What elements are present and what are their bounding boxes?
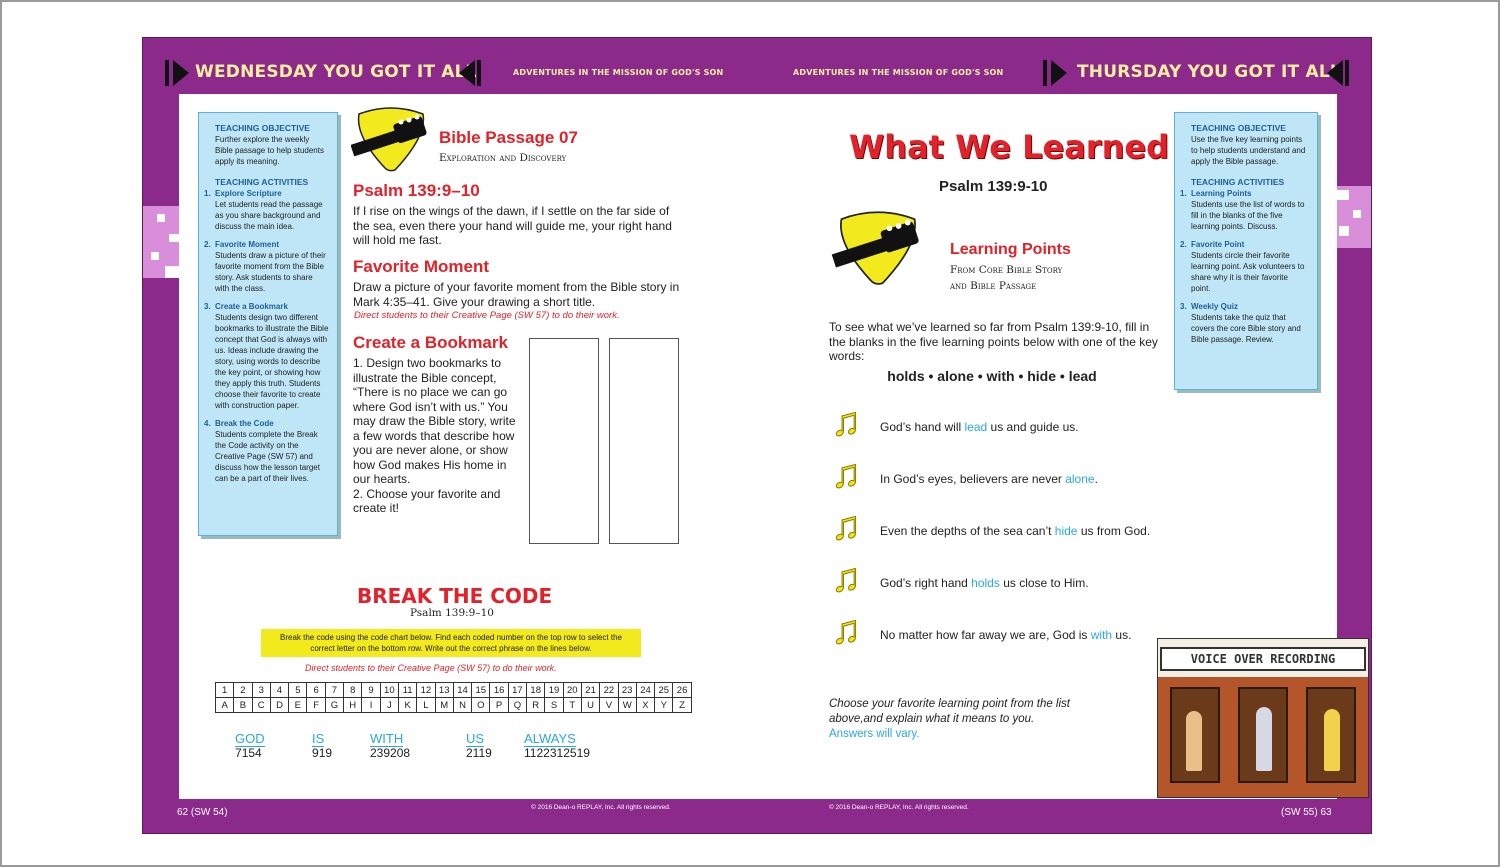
- pixel-block: [1339, 226, 1349, 236]
- code-number-cell: 16: [490, 683, 508, 698]
- play-arrow-icon: [459, 60, 475, 86]
- activity-title: Favorite Moment: [215, 240, 280, 249]
- code-letter-cell: L: [417, 698, 435, 713]
- code-number-cell: 1: [216, 683, 234, 698]
- code-letter-cell: H: [344, 698, 362, 713]
- header-bar: [1043, 60, 1047, 86]
- left-teaching-sidebar: [198, 112, 338, 536]
- activity-item: [1180, 301, 1309, 345]
- left-header-series: ADVENTURES IN THE MISSION OF GOD'S SON: [513, 68, 724, 77]
- code-number-cell: 18: [527, 683, 545, 698]
- music-note-icon: ♫: [831, 556, 861, 600]
- answer-letter: G: [235, 731, 246, 746]
- answer-number: 23: [543, 746, 557, 760]
- code-letter-cell: E: [289, 698, 307, 713]
- activity-item: [1180, 188, 1309, 232]
- answer-word: [312, 731, 332, 760]
- answer-word: [524, 731, 590, 760]
- activity-number: 2.: [1180, 240, 1187, 249]
- recording-illustration: [1157, 638, 1369, 798]
- header-bar: [1345, 60, 1349, 86]
- code-number-cell: 14: [453, 683, 471, 698]
- music-note-icon: ♫: [831, 400, 861, 444]
- answer-word: [466, 731, 492, 760]
- person-3: [1324, 709, 1340, 771]
- answer-letter: H: [393, 731, 404, 746]
- code-letter-cell: T: [563, 698, 581, 713]
- learning-point-answer: lead: [964, 420, 988, 434]
- person-1: [1186, 711, 1202, 771]
- code-number-cell: 26: [673, 683, 691, 698]
- code-letter-cell: N: [453, 698, 471, 713]
- bookmark-box-1: [529, 338, 599, 544]
- passage-title: Bible Passage 07: [439, 128, 578, 147]
- objective-text: Use the five key learning points to help students understand and apply the Bible passage.: [1191, 135, 1306, 166]
- right-footer-copyright: © 2016 Dean-o REPLAY, Inc. All rights reserved.: [829, 804, 969, 811]
- answer-letter: L: [532, 731, 539, 746]
- answer-number: 20: [390, 746, 404, 760]
- answer-number: 21: [466, 746, 479, 760]
- activity-text: Students use the list of words to fill in the blanks of the five learning points. Discuss.: [1191, 200, 1305, 231]
- code-letter-cell: S: [545, 698, 563, 713]
- activity-number: 1.: [1180, 189, 1187, 198]
- answer-number: 23: [370, 746, 384, 760]
- activity-number: 2.: [204, 240, 211, 249]
- activity-title: Learning Points: [1191, 189, 1252, 198]
- learning-points-sub2: and Bible Passage: [950, 280, 1037, 292]
- header-bar: [477, 60, 481, 86]
- answer-letter: T: [385, 731, 394, 746]
- guitar-pick-icon: [831, 210, 925, 290]
- right-header-title: THURSDAY YOU GOT IT ALL: [1077, 62, 1341, 82]
- activity-title: Favorite Point: [1191, 240, 1245, 249]
- decoded-answer: [235, 731, 675, 771]
- code-letter-cell: F: [307, 698, 325, 713]
- answer-letter: S: [475, 731, 485, 746]
- pixel-block: [169, 234, 179, 242]
- answer-number: 9: [312, 746, 319, 760]
- answer-number: 1: [524, 746, 530, 760]
- code-letter-cell: B: [234, 698, 252, 713]
- code-number-cell: 2: [234, 683, 252, 698]
- activity-text: Students design two different bookmarks to illustrate the Bible concept that God is always with us. Ideas include drawing the story, using words to describe the key point, or showing how they apply this truth. Students choose their favorite to create with construction paper.: [215, 313, 329, 410]
- learning-point-text: .: [1094, 472, 1098, 486]
- learning-point-answer: with: [1090, 628, 1113, 642]
- learning-point: [880, 576, 1089, 590]
- code-number-cell: 10: [380, 683, 398, 698]
- code-number-cell: 20: [563, 683, 581, 698]
- main-title: What We Learned: [849, 128, 1169, 166]
- code-number-cell: 24: [636, 683, 654, 698]
- right-footer-page: (SW 55) 63: [1281, 807, 1332, 818]
- code-number-cell: 25: [655, 683, 673, 698]
- music-note-icon: ♫: [831, 452, 861, 496]
- answers-vary: Answers will vary.: [829, 728, 920, 740]
- objective-text: Further explore the weekly Bible passage to help students apply its meaning.: [215, 135, 324, 166]
- activity-number: 3.: [204, 302, 211, 311]
- bookmark-text: 1. Design two bookmarks to illustrate the Bible concept, “There is no place we can go where God isn’t with us.” You may draw the Bible story, write a few words that describe how you are never alone, or show how God makes His home in our hearts. 2. Choose your favorite and create it!: [353, 356, 516, 515]
- answer-letter: Y: [558, 731, 568, 746]
- answer-letter: I: [382, 731, 386, 746]
- code-number-cell: 15: [472, 683, 490, 698]
- learning-point-answer: alone: [1065, 472, 1095, 486]
- right-teaching-sidebar: [1174, 112, 1318, 390]
- learning-point-text: us and guide us.: [987, 420, 1079, 434]
- guitar-pick-icon: [351, 106, 431, 176]
- code-title: BREAK THE CODE: [357, 584, 553, 608]
- answer-letter: O: [245, 731, 256, 746]
- objective-heading: TEACHING OBJECTIVE: [215, 123, 310, 133]
- pixel-block: [1337, 190, 1349, 200]
- code-number-cell: 8: [344, 683, 362, 698]
- psalm-text: If I rise on the wings of the dawn, if I settle on the far side of the sea, even there your hand will guide me, your right hand will hold me fast.: [353, 204, 672, 247]
- answer-letter: A: [550, 731, 559, 746]
- answer-number: 19: [318, 746, 333, 760]
- code-note: Direct students to their Creative Page (SW 57) to do their work.: [305, 663, 557, 673]
- code-number-cell: 13: [435, 683, 453, 698]
- answer-letter: U: [466, 731, 476, 746]
- play-arrow-icon: [173, 60, 189, 86]
- code-chart-numbers: [216, 683, 692, 698]
- main-ref: Psalm 139:9-10: [939, 178, 1048, 195]
- learning-point-text: us.: [1112, 628, 1132, 642]
- left-footer-page: 62 (SW 54): [177, 807, 228, 818]
- right-header-series: ADVENTURES IN THE MISSION OF GOD'S SON: [793, 68, 1004, 77]
- answer-word: [370, 731, 410, 760]
- favorite-note: Direct students to their Creative Page (SW 57) to do their work.: [354, 310, 620, 321]
- code-letter-cell: G: [325, 698, 343, 713]
- play-arrow-icon: [1327, 60, 1343, 86]
- code-letter-cell: U: [581, 698, 599, 713]
- code-number-cell: 7: [325, 683, 343, 698]
- answer-letter: W: [370, 731, 383, 746]
- learning-point-text: us close to Him.: [999, 576, 1089, 590]
- code-number-cell: 5: [289, 683, 307, 698]
- code-number-cell: 6: [307, 683, 325, 698]
- code-letter-cell: Z: [673, 698, 691, 713]
- answer-number: 1: [556, 746, 564, 760]
- code-letter-cell: V: [600, 698, 618, 713]
- code-number-cell: 23: [618, 683, 636, 698]
- learning-point-answer: holds: [971, 576, 1000, 590]
- learning-points-heading: Learning Points: [950, 241, 1071, 258]
- pixel-block: [157, 214, 165, 222]
- music-note-icon: ♫: [831, 608, 861, 652]
- activity-title: Create a Bookmark: [215, 302, 288, 311]
- code-number-cell: 11: [398, 683, 416, 698]
- code-letter-cell: R: [527, 698, 545, 713]
- answer-letter: W: [538, 731, 551, 746]
- answer-number: 8: [403, 746, 411, 760]
- activity-text: Students circle their favorite learning point. Ask volunteers to share why it is their favorite point.: [1191, 251, 1305, 293]
- code-number-cell: 19: [545, 683, 563, 698]
- code-ref: Psalm 139:9–10: [410, 607, 494, 619]
- answer-number: 4: [255, 746, 262, 760]
- activity-text: Students complete the Break the Code activity on the Creative Page (SW 57) and discuss how the lesson target can be a part of their lives.: [215, 430, 320, 483]
- code-letter-cell: X: [636, 698, 654, 713]
- code-number-cell: 17: [508, 683, 526, 698]
- code-instructions: Break the code using the code chart below. Find each coded number on the top row to select the correct letter on the bottom row. Write out the correct phrase on the lines below.: [280, 633, 622, 653]
- person-2: [1256, 707, 1272, 771]
- activity-item: [204, 301, 329, 411]
- code-letter-cell: J: [380, 698, 398, 713]
- activity-title: Explore Scripture: [215, 189, 282, 198]
- answer-number: 19: [576, 746, 590, 760]
- code-letter-cell: M: [435, 698, 453, 713]
- header-bar: [165, 60, 169, 86]
- answer-number: 12: [529, 746, 544, 760]
- pixel-block: [151, 252, 159, 260]
- learning-point-answer: hide: [1054, 524, 1078, 538]
- answer-number: 7: [235, 746, 242, 760]
- activities-heading: TEACHING ACTIVITIES: [1191, 177, 1285, 187]
- key-words: holds • alone • with • hide • lead: [887, 368, 1097, 384]
- answer-letter: D: [255, 731, 265, 746]
- pixel-block: [1353, 210, 1361, 218]
- answer-number: 15: [241, 746, 256, 760]
- code-letter-cell: A: [216, 698, 234, 713]
- answer-letter: I: [312, 731, 316, 746]
- activity-item: [204, 188, 329, 232]
- answer-number: 19: [478, 746, 492, 760]
- answer-letter: S: [567, 731, 576, 746]
- code-letter-cell: C: [252, 698, 270, 713]
- code-letter-cell: W: [618, 698, 636, 713]
- music-note-icon: ♫: [831, 504, 861, 548]
- code-letter-cell: Y: [655, 698, 673, 713]
- code-letter-cell: Q: [508, 698, 526, 713]
- code-chart: [215, 682, 692, 713]
- favorite-heading: Favorite Moment: [353, 257, 490, 276]
- code-number-cell: 3: [252, 683, 270, 698]
- answer-letter: S: [315, 731, 325, 746]
- learning-point-text: God’s hand will: [880, 420, 965, 434]
- learning-point-text: Even the depths of the sea can’t: [880, 524, 1055, 538]
- learning-point: [880, 524, 1150, 538]
- psalm-heading: Psalm 139:9–10: [353, 181, 480, 200]
- code-instructions-box: [261, 629, 641, 657]
- learning-point-text: No matter how far away we are, God is: [880, 628, 1091, 642]
- activity-text: Students take the quiz that covers the core Bible story and Bible passage. Review.: [1191, 313, 1301, 344]
- answer-letter: A: [524, 731, 533, 746]
- passage-subtitle: Exploration and Discovery: [439, 152, 567, 164]
- code-chart-letters: [216, 698, 692, 713]
- left-header-title: WEDNESDAY YOU GOT IT ALL: [195, 62, 477, 82]
- left-footer-copyright: © 2016 Dean-o REPLAY, Inc. All rights reserved.: [531, 804, 671, 811]
- code-number-cell: 4: [270, 683, 288, 698]
- favorite-text: Draw a picture of your favorite moment from the Bible story in Mark 4:35–41. Give your drawing a short title.: [353, 280, 680, 309]
- intro-text: To see what we’ve learned so far from Psalm 139:9-10, fill in the blanks in the five learning points below with one of the key words:: [829, 320, 1158, 363]
- learning-point-text: In God’s eyes, believers are never: [880, 472, 1066, 486]
- activity-title: Weekly Quiz: [1191, 302, 1238, 311]
- code-letter-cell: O: [472, 698, 490, 713]
- objective-heading: TEACHING OBJECTIVE: [1191, 123, 1286, 133]
- bookmark-heading: Create a Bookmark: [353, 333, 508, 352]
- answer-number: 25: [563, 746, 577, 760]
- code-number-cell: 21: [581, 683, 599, 698]
- code-letter-cell: I: [362, 698, 380, 713]
- answer-word: [235, 731, 265, 760]
- activity-item: [204, 239, 329, 294]
- activity-number: 3.: [1180, 302, 1187, 311]
- activity-item: [1180, 239, 1309, 294]
- activity-text: Let students read the passage as you share background and discuss the main idea.: [215, 200, 323, 231]
- learning-point-text: us from God.: [1077, 524, 1151, 538]
- code-letter-cell: D: [270, 698, 288, 713]
- code-letter-cell: K: [398, 698, 416, 713]
- learning-point-text: God’s right hand: [880, 576, 972, 590]
- activity-title: Break the Code: [215, 419, 274, 428]
- answer-number: 9: [383, 746, 391, 760]
- code-letter-cell: P: [490, 698, 508, 713]
- activity-text: Students draw a picture of their favorite moment from the Bible story. Ask students to share with the class.: [215, 251, 326, 293]
- pixel-block: [165, 266, 179, 278]
- learning-points-sub1: From Core Bible Story: [950, 264, 1063, 276]
- activity-number: 4.: [204, 419, 211, 428]
- activity-item: [204, 418, 329, 484]
- activities-heading: TEACHING ACTIVITIES: [215, 177, 309, 187]
- code-number-cell: 22: [600, 683, 618, 698]
- play-arrow-icon: [1051, 60, 1067, 86]
- activity-number: 1.: [204, 189, 211, 198]
- code-number-cell: 9: [362, 683, 380, 698]
- learning-point: [880, 628, 1131, 642]
- learning-point: [880, 420, 1079, 434]
- choose-text: Choose your favorite learning point from the list above,and explain what it means to you.: [829, 698, 1070, 725]
- code-number-cell: 12: [417, 683, 435, 698]
- learning-point: [880, 472, 1098, 486]
- book-spread: [142, 37, 1372, 834]
- recording-sign: VOICE OVER RECORDING: [1160, 647, 1366, 671]
- bookmark-box-2: [609, 338, 679, 544]
